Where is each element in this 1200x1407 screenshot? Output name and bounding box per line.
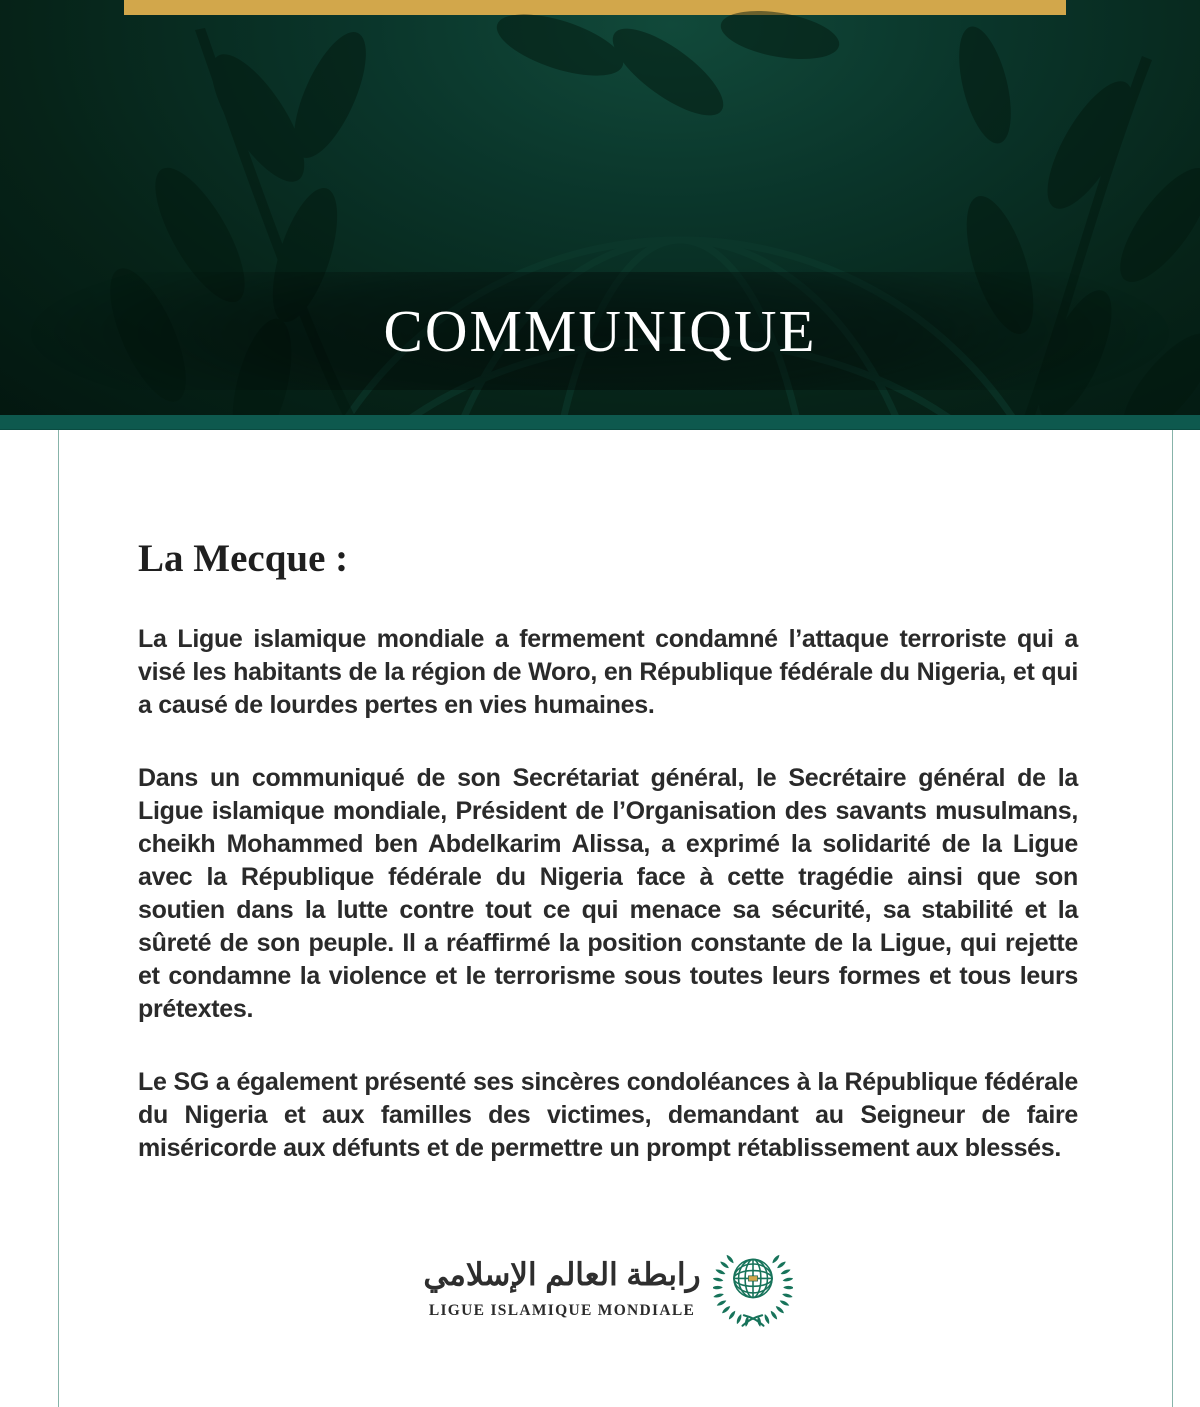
- communique-title: COMMUNIQUE: [383, 297, 817, 364]
- mwl-logo-arabic-calligraphy: رابطة العالم الإسلامي: [423, 1257, 701, 1293]
- title-band: [0, 272, 1200, 390]
- communique-paragraph: Dans un communiqué de son Secrétariat général, le Secrétaire général de la Ligue islamique mondiale, Président de l’Organisation des savants musulmans, cheikh Mohammed ben Abdelkarim Alissa, a exprimé la solidarité de la Ligue avec la République fédérale du Nigeria face à cette tragédie ainsi que son soutien dans la lutte contre tout ce qui menace sa sécurité, sa stabilité et la sûreté de son peuple. Il a réaffirmé la position constante de la Ligue, qui rejette et condamne la violence et le terrorisme sous toutes leurs formes et tous leurs prétextes.: [138, 764, 1078, 1023]
- communique-body: [0, 430, 1200, 1407]
- communique-paragraph: Le SG a également présenté ses sincères condoléances à la République fédérale du Nigeria et aux familles des victimes, demandant au Seigneur de faire miséricorde aux défunts et de permettre un prompt rétablissement aux blessés.: [138, 1068, 1078, 1162]
- dateline-heading: La Mecque :: [138, 537, 349, 580]
- right-border-line: [1172, 430, 1173, 1407]
- mwl-logo-name: LIGUE ISLAMIQUE MONDIALE: [428, 1301, 696, 1319]
- teal-divider-band: [0, 415, 1200, 430]
- mwl-logo: [138, 1243, 1078, 1331]
- header-banner: [0, 0, 1200, 415]
- left-border-line: [58, 430, 59, 1407]
- communique-paragraph: La Ligue islamique mondiale a fermement condamné l’attaque terroriste qui a visé les habitants de la région de Woro, en République fédérale du Nigeria, et qui a causé de lourdes pertes en vies humaines.: [138, 625, 1078, 719]
- mwl-logo-text: [423, 1254, 700, 1320]
- globe-wreath-icon: [713, 1243, 793, 1331]
